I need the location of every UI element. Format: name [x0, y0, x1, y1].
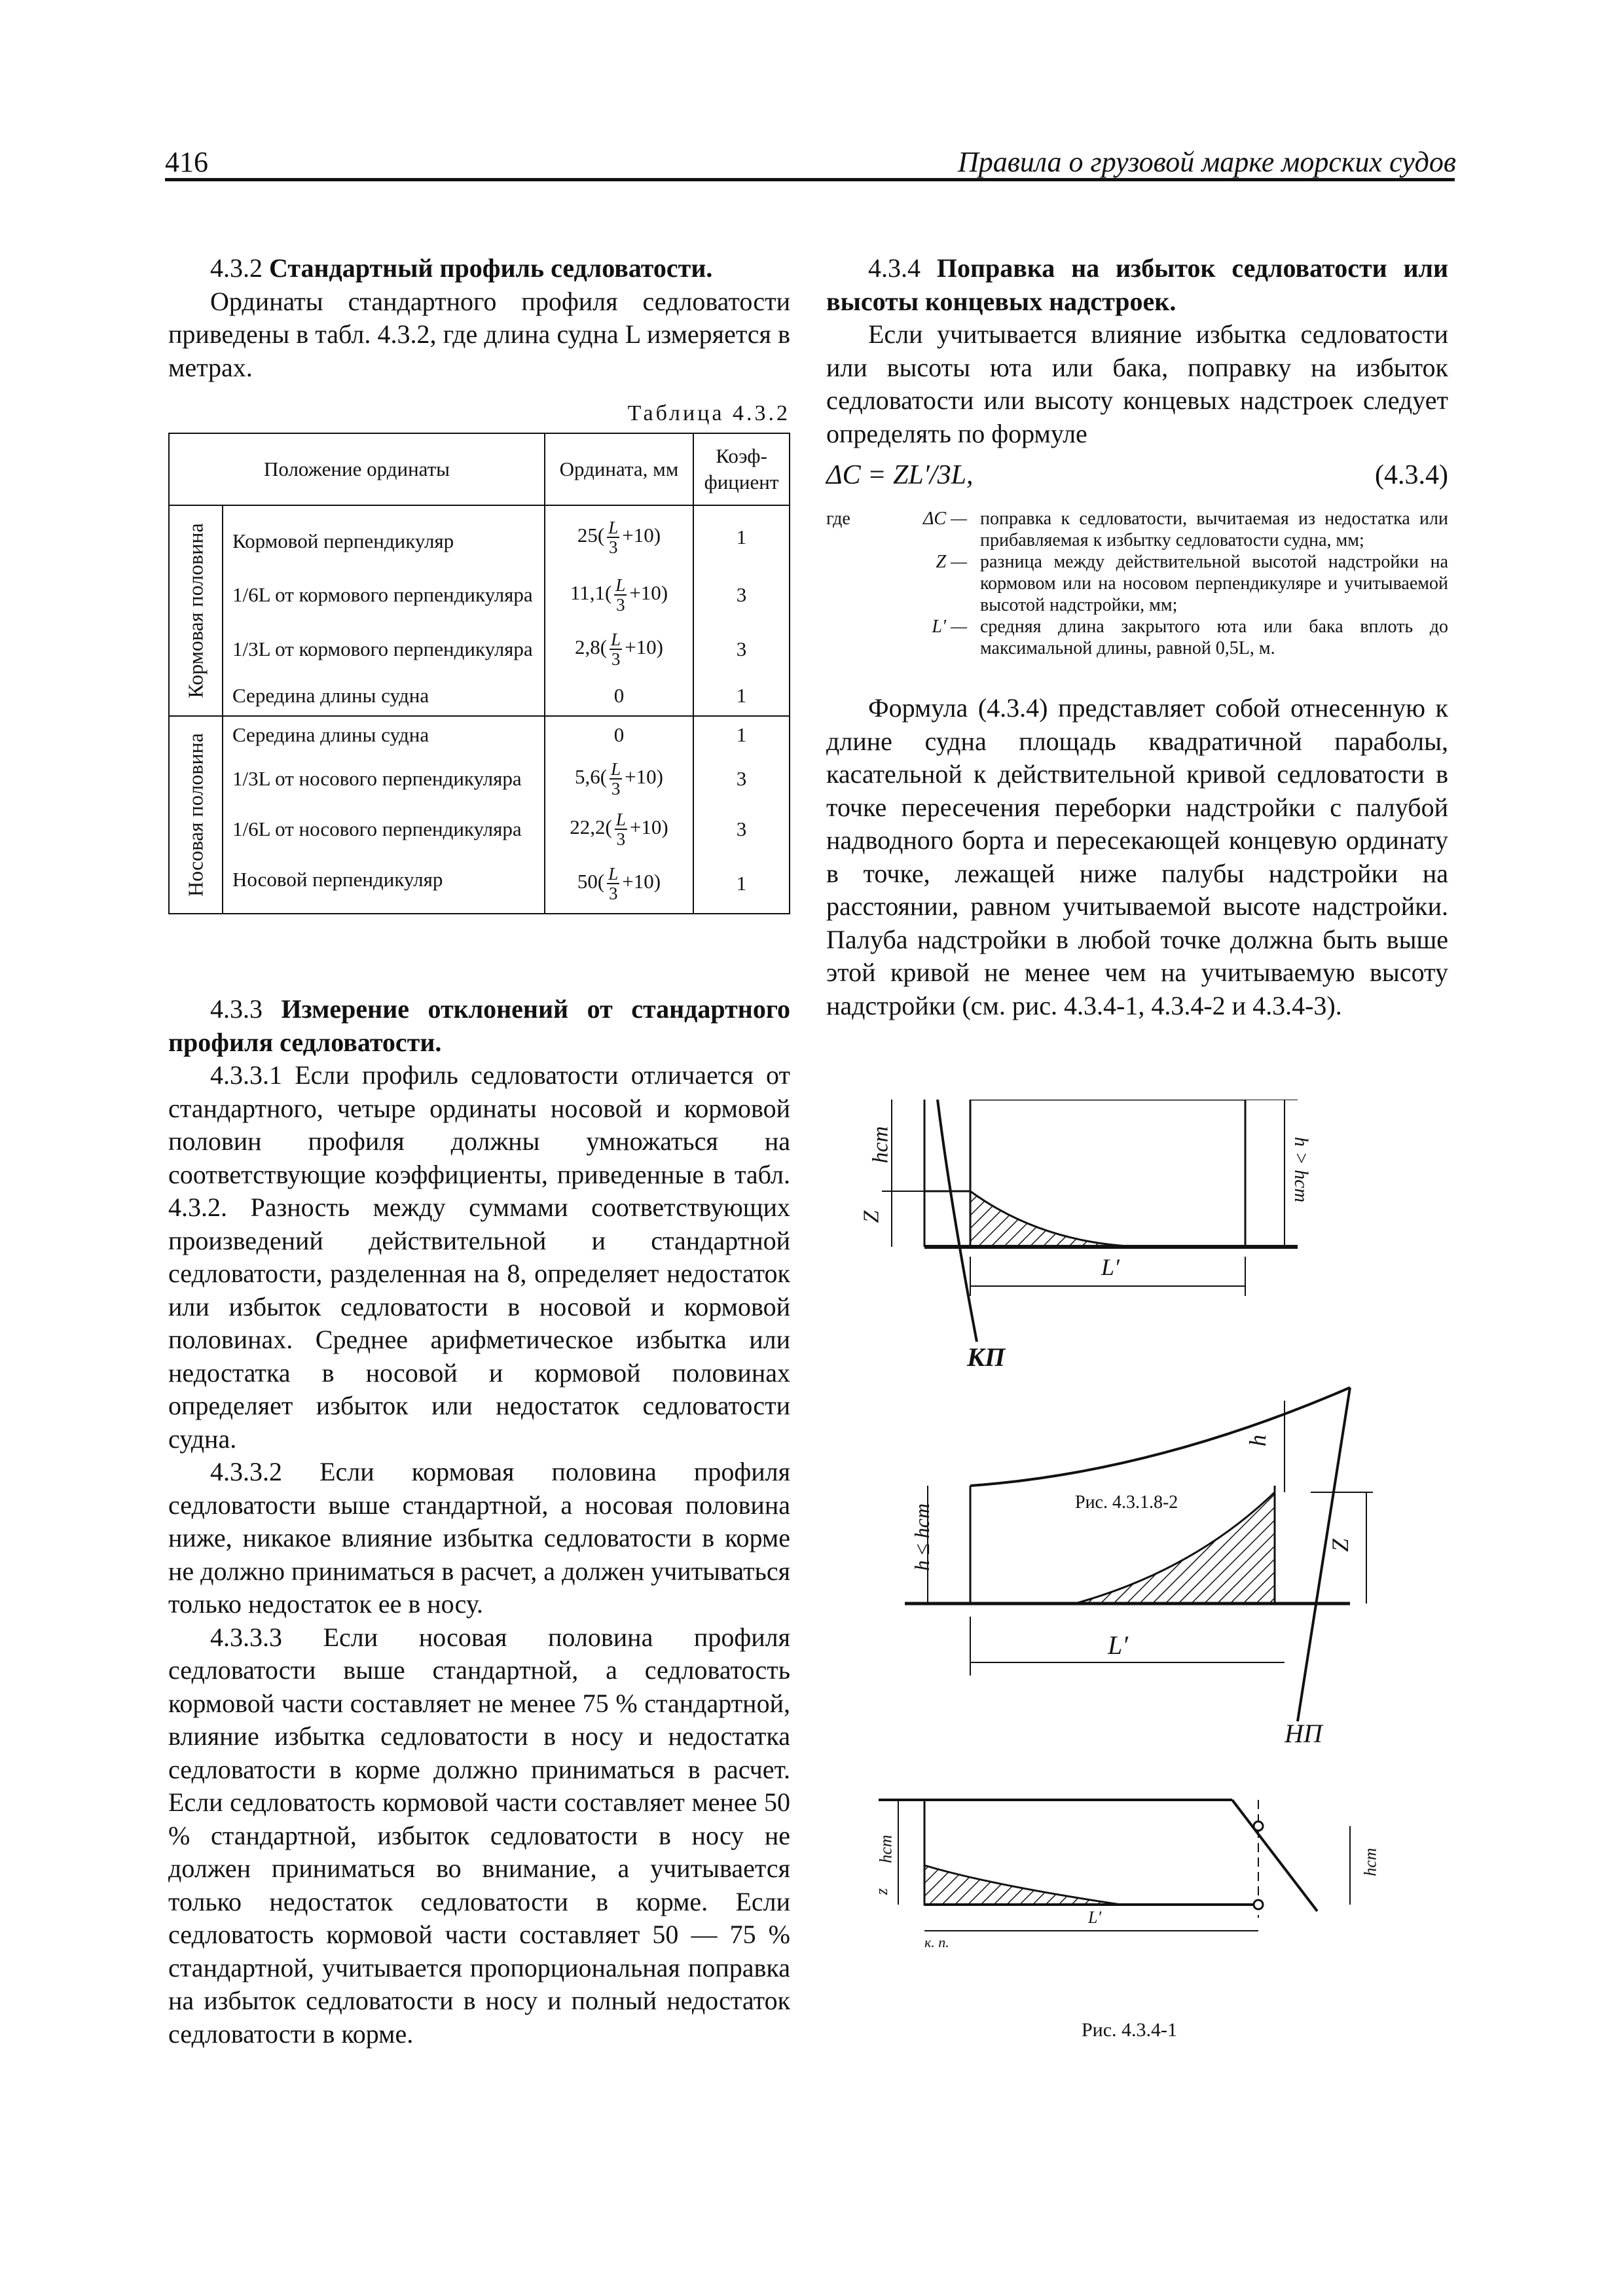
- cell-coefficient: 1: [693, 505, 790, 568]
- fig1-kp: КП: [967, 1342, 1006, 1372]
- fraction: $\frac{L}{3}$: [615, 810, 626, 850]
- definition-delta-c: ΔC — поправка к седловатости, вычитаемая из недостатка или прибавляемая к избытку седловатости судна, мм;: [922, 509, 1448, 550]
- cell-ordinate: 5,6( $\frac{L}{3}$ +10): [545, 754, 693, 804]
- right-column: [826, 252, 1448, 1022]
- header-rule: [165, 178, 1455, 181]
- heading-4-3-4: 4.3.4 Поправка на избыток седловатости или высоты концевых надстроек.: [826, 253, 1449, 316]
- cell-ordinate: 11,1( $\frac{L}{3}$ +10): [545, 568, 693, 622]
- fig1-h-gt-hst: h > hст: [1290, 1136, 1313, 1203]
- table-row: [169, 716, 790, 754]
- fraction: $\frac{L}{3}$: [608, 864, 619, 904]
- cell-coefficient: 3: [693, 804, 790, 855]
- header-coefficient: Коэф-фициент: [693, 433, 790, 505]
- formula-number: (4.3.4): [1375, 460, 1448, 490]
- table-row: [169, 505, 790, 568]
- table-row: [169, 622, 790, 676]
- table-row: [169, 855, 790, 914]
- formula-definitions: где ΔC — поправка к седловатости, вычитаемая из недостатка или прибавляемая к избытку седловатости судна, мм; Z — разница между действительной высотой надстройки на кормовом или на носовом перпендикуляре и учитываемой высотой надстройки, мм; L′ — средняя длина закрытого юта или бака вплоть до максимальной длины, равной 0,5L, м.: [826, 509, 1448, 658]
- table-row: [169, 568, 790, 622]
- fig2-np: НП: [1285, 1719, 1322, 1748]
- fig2-z: Z: [1327, 1538, 1354, 1552]
- running-title: Правила о грузовой марке морских судов: [957, 146, 1456, 178]
- cell-ordinate: 22,2( $\frac{L}{3}$ +10): [545, 804, 693, 855]
- table-row: [169, 754, 790, 804]
- fig1-l-prime: L′: [1101, 1254, 1120, 1280]
- fig2-inner-caption: Рис. 4.3.1.8-2: [1075, 1492, 1178, 1513]
- sheer-profile-table: [168, 433, 790, 914]
- figure-2-forecastle-diagram: [905, 1388, 1373, 1721]
- header-position: Положение ординаты: [169, 433, 545, 505]
- fig2-h-le-hst: h ≤ hст: [909, 1503, 934, 1571]
- cell-coefficient: 1: [693, 676, 790, 716]
- cell-coefficient: 3: [693, 754, 790, 804]
- fig3-kp: к. п.: [924, 1934, 949, 1950]
- cell-coefficient: 1: [693, 716, 790, 754]
- cell-position: 1/3L от носового перпендикуляра: [223, 754, 545, 804]
- paragraph-4-3-3-2: 4.3.3.2 Если кормовая половина профиля седловатости выше стандартной, а носовая половина ниже, никакое влияние избытка седловатости в корме не должно приниматься в расчет, а должен учитываться только недостаток ее в носу.: [168, 1457, 790, 1619]
- paragraph-4-3-3-3: 4.3.3.3 Если носовая половина профиля седловатости выше стандартной, а седловатость кормовой части составляет не менее 75 % стандартной, влияние избытка седловатости в носу и недостатка седловатости в корме должно приниматься в расчет. Если седловатость кормовой части составляет менее 50 % стандартной, избыток седловатости в носу не должен приниматься во внимание, а учитывается только недостаток седловатости в корме. Если седловатость кормовой части составляет 50 — 75 % стандартной, учитывается пропорциональная поправка на избыток седловатости в носу и полный недостаток седловатости в корме.: [168, 1622, 791, 2049]
- heading-4-3-3: 4.3.3 Измерение отклонений от стандартного профиля седловатости.: [168, 994, 790, 1057]
- paragraph-formula-explanation: Формула (4.3.4) представляет собой отнесенную к длине судна площадь квадратичной параболы, касательной к действительной кривой седловатости в точке пересечения переборки надстройки с палубой надводного борта и пересекающей концевую ординату в точке, лежащей ниже палубы надстройки на расстоянии, равном учитываемой высоте надстройки. Палуба надстройки в любой точке должна быть выше этой кривой не менее чем на учитываемую высоту надстройки (см. рис. 4.3.4-1, 4.3.4-2 и 4.3.4-3).: [826, 693, 1448, 1020]
- figure-caption: Рис. 4.3.4-1: [1082, 2019, 1178, 2041]
- fraction: $\frac{L}{3}$: [615, 575, 626, 615]
- table-row: [169, 676, 790, 716]
- table-row: [169, 804, 790, 855]
- paragraph-4-3-3-1: 4.3.3.1 Если профиль седловатости отличается от стандартного, четыре ординаты носовой и кормовой половин профиля должны умножаться на соответствующие коэффициенты, приведенные в табл. 4.3.2. Разность между суммами соответствующих произведений действительной и стандартной седловатости, разделенная на 8, определяет недостаток или избыток седловатости в носовой и кормовой половинах. Среднее арифметическое избытка или недостатка в носовой и кормовой половинах определяет избыток или недостаток седловатости судна.: [168, 1060, 791, 1454]
- fig1-z: Z: [859, 1210, 884, 1223]
- figure-3-poop-hatched-diagram: [876, 1800, 1350, 1931]
- cell-ordinate: 0: [545, 676, 693, 716]
- cell-position: Середина длины судна: [223, 716, 545, 754]
- formula-expression: ΔC = ZL′/3L,: [826, 460, 974, 490]
- definition-z: Z — разница между действительной высотой надстройки на кормовом или на носовом перпендикуляре и учитываемой высотой надстройки, мм;: [936, 552, 1448, 615]
- cell-ordinate: 0: [545, 716, 693, 754]
- paragraph-4-3-2: Ординаты стандартного профиля седловатости приведены в табл. 4.3.2, где длина судна L измеряется в метрах.: [168, 286, 790, 382]
- cell-position: Кормовой перпендикуляр: [223, 505, 545, 568]
- section-label-aft: Кормовая половина: [169, 505, 223, 716]
- fig2-l-prime: L′: [1108, 1630, 1128, 1660]
- table-header-row: [169, 433, 790, 505]
- cell-position: 1/6L от кормового перпендикуляра: [223, 568, 545, 622]
- figure-drawings: [826, 1100, 1448, 2114]
- cell-coefficient: 3: [693, 622, 790, 676]
- paragraph-4-3-4: Если учитывается влияние избытка седловатости или высоты юта или бака, поправку на избыток седловатости или высоту концевых надстроек следует определять по формуле: [826, 319, 1448, 448]
- fig3-l-prime: L′: [1088, 1908, 1102, 1927]
- cell-coefficient: 3: [693, 568, 790, 622]
- definition-l-prime: L′ — средняя длина закрытого юта или бака вплоть до максимальной длины, равной 0,5L, м.: [932, 617, 1448, 658]
- cell-ordinate: 50( $\frac{L}{3}$ +10): [545, 855, 693, 914]
- fraction: $\frac{L}{3}$: [608, 517, 619, 557]
- cell-position: Середина длины судна: [223, 676, 545, 716]
- figure-4-3-4-1: [826, 1100, 1448, 2114]
- fraction: $\frac{L}{3}$: [611, 759, 621, 799]
- page-number: 416: [165, 146, 208, 178]
- cell-coefficient: 1: [693, 855, 790, 914]
- fraction: $\frac{L}{3}$: [611, 629, 621, 669]
- cell-ordinate: 25( $\frac{L}{3}$ +10): [545, 505, 693, 568]
- figure-1-poop-diagram: [882, 1100, 1298, 1342]
- fig3-h-st-left: hст: [876, 1835, 896, 1863]
- fig1-h-st: hст: [868, 1126, 893, 1164]
- cell-position: 1/6L от носового перпендикуляра: [223, 804, 545, 855]
- fig3-h-st-right: hст: [1360, 1848, 1380, 1876]
- formula-4-3-4: [826, 459, 1448, 499]
- cell-ordinate: 2,8( $\frac{L}{3}$ +10): [545, 622, 693, 676]
- heading-4-3-2: [168, 252, 790, 285]
- header-ordinate: Ордината, мм: [545, 433, 693, 505]
- section-label-fwd: Носовая половина: [169, 716, 223, 914]
- left-column: [168, 252, 790, 2051]
- cell-position: 1/3L от кормового перпендикуляра: [223, 622, 545, 676]
- section-title: Стандартный профиль седловатости.: [269, 253, 713, 283]
- section-number: 4.3.2: [210, 253, 263, 283]
- cell-position: Носовой перпендикуляр: [223, 855, 545, 914]
- fig3-z: z: [872, 1888, 892, 1895]
- table-label: Таблица 4.3.2: [627, 401, 790, 425]
- fig2-h: h: [1245, 1435, 1271, 1446]
